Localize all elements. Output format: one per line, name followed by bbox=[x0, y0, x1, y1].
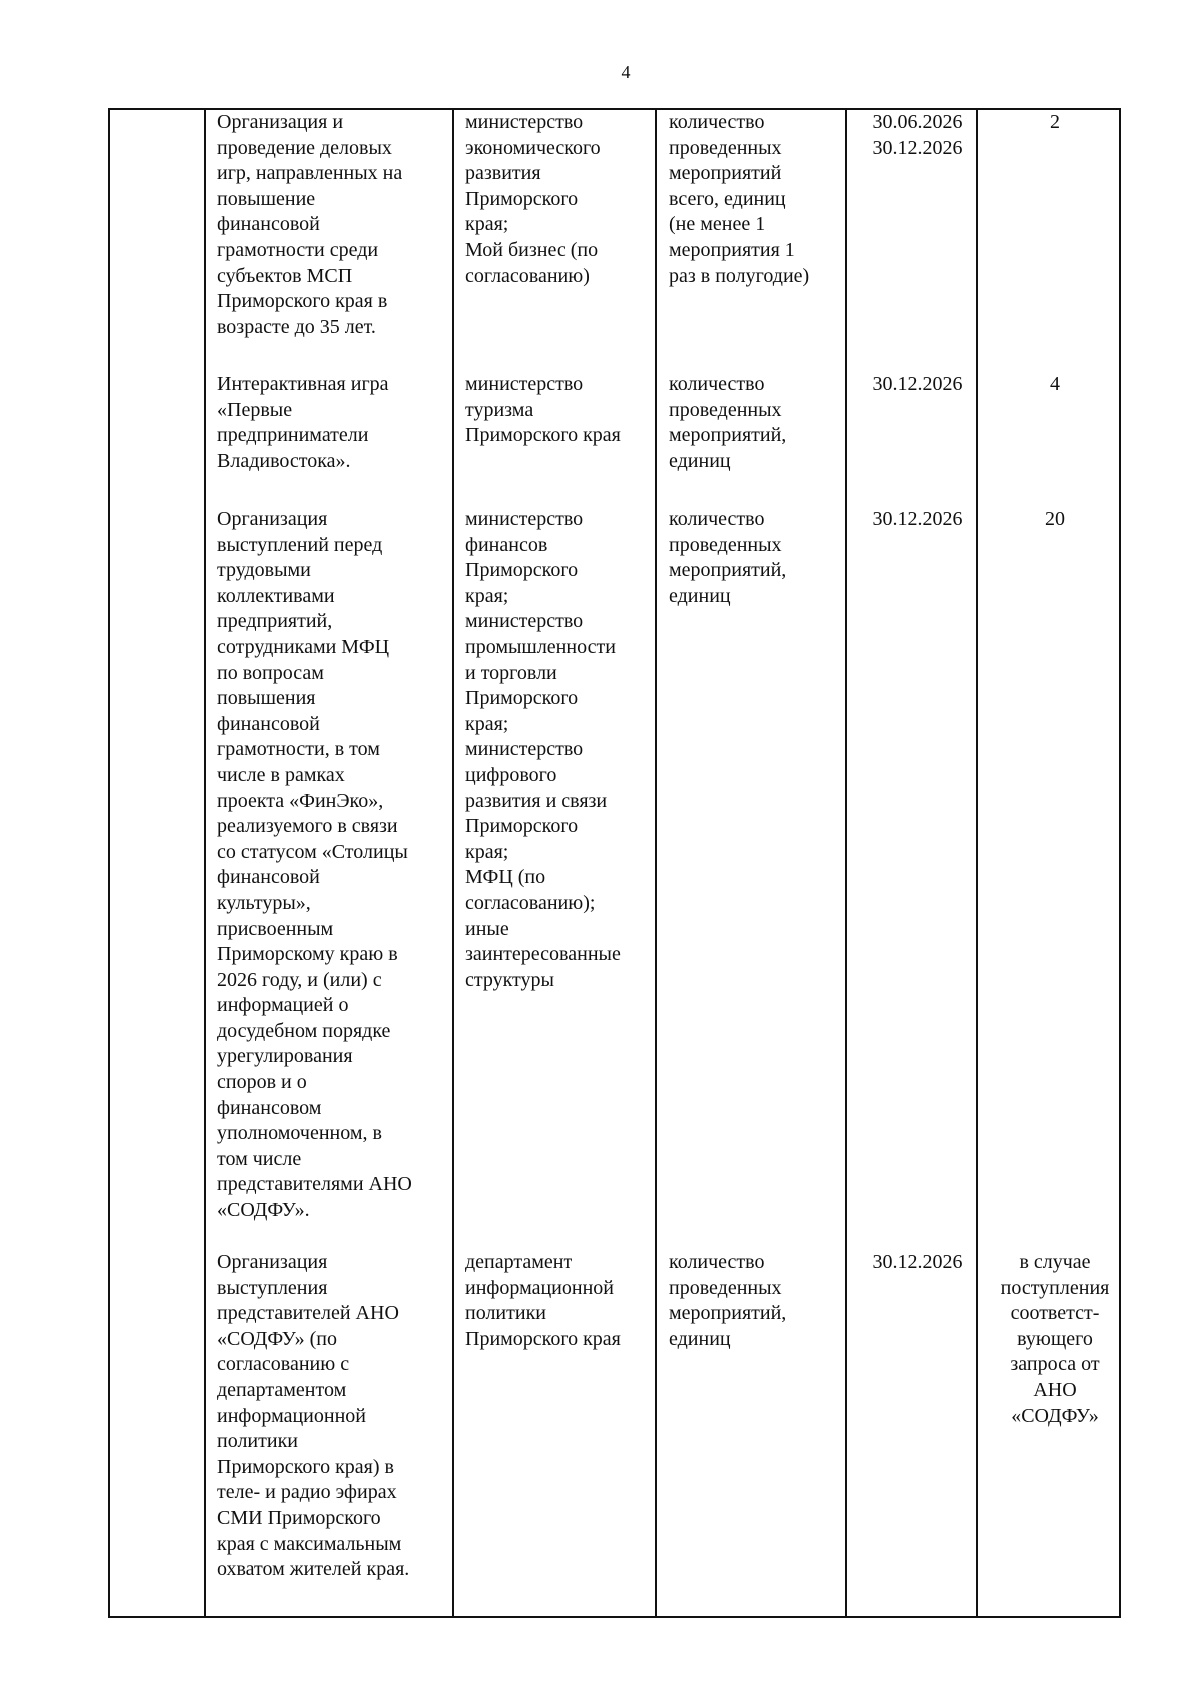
row-4-responsible: департамент информационной политики Приморского края bbox=[465, 1251, 621, 1350]
row-1-activity: Организация и проведение деловых игр, направленных на повышение финансовой грамотности среди субъектов МСП Приморского края в возрасте до 35 лет. bbox=[217, 111, 403, 338]
row-4-activity: Организация выступления представителей АНО «СОДФУ» (по согласованию с департаментом информационной политики Приморского края) в теле- и радио эфирах СМИ Приморского края с максимальным охватом жителей края. bbox=[217, 1251, 410, 1581]
row-4-deadline: 30.12.2026 bbox=[872, 1251, 963, 1273]
row-3-activity: Организация выступлений перед трудовыми коллективами предприятий, сотрудниками МФЦ по вопросам повышения финансовой грамотности, в том числе в рамках проекта «ФинЭко», реализуемого в связи со статусом «Столицы финансовой культуры», присвоенным Приморскому краю в 2026 году, и (или) с информацией о досудебном порядке урегулирования споров и о финансовом уполномоченном, в том числе представителями АНО «СОДФУ». bbox=[217, 508, 412, 1222]
row-3-responsible: министерство финансов Приморского края; министерство промышленности и торговли Приморского края; министерство цифрового развития и связи Приморского края; МФЦ (по согласованию); иные заинтересованные структуры bbox=[465, 508, 621, 991]
column-divider-1 bbox=[204, 110, 206, 1616]
column-divider-4 bbox=[845, 110, 847, 1616]
activity-plan-table bbox=[108, 108, 1121, 1618]
row-1-value: 2 bbox=[1050, 111, 1060, 133]
row-1-responsible: министерство экономического развития Приморского края; Мой бизнес (по согласованию) bbox=[465, 111, 601, 287]
column-divider-5 bbox=[976, 110, 978, 1616]
row-3-value: 20 bbox=[1045, 508, 1065, 530]
row-2-deadline: 30.12.2026 bbox=[872, 373, 963, 395]
column-divider-2 bbox=[452, 110, 454, 1616]
row-1-deadline: 30.06.2026 30.12.2026 bbox=[872, 111, 963, 159]
row-2-value: 4 bbox=[1050, 373, 1060, 395]
row-1-indicator: количество проведенных мероприятий всего, единиц (не менее 1 мероприятия 1 раз в полугодие) bbox=[669, 111, 810, 287]
column-divider-3 bbox=[655, 110, 657, 1616]
row-2-indicator: количество проведенных мероприятий, единиц bbox=[669, 373, 787, 472]
row-2-responsible: министерство туризма Приморского края bbox=[465, 373, 621, 447]
row-2-activity: Интерактивная игра «Первые предприниматели Владивостока». bbox=[217, 373, 389, 472]
row-3-indicator: количество проведенных мероприятий, единиц bbox=[669, 508, 787, 607]
page-number: 4 bbox=[621, 62, 631, 82]
row-4-value: в случае поступления соответст- вующего запроса от АНО «СОДФУ» bbox=[1000, 1251, 1110, 1427]
row-3-deadline: 30.12.2026 bbox=[872, 508, 963, 530]
row-4-indicator: количество проведенных мероприятий, единиц bbox=[669, 1251, 787, 1350]
